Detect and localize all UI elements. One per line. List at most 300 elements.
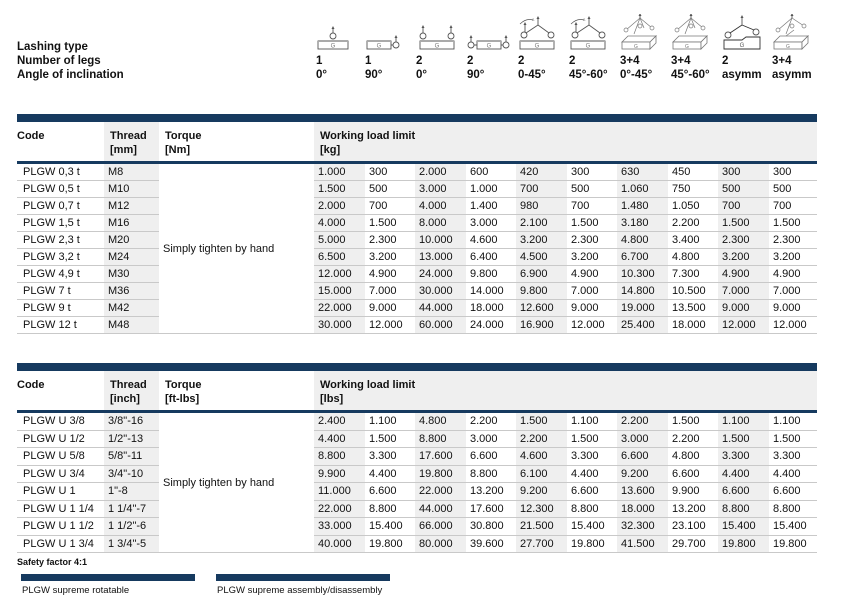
wll-cell: 3.200: [773, 251, 801, 263]
wll-cell: 3.200: [571, 251, 599, 263]
wll-cell: 25.400: [617, 317, 668, 333]
svg-text:G: G: [786, 44, 790, 50]
wll-cell: 3.000: [470, 217, 498, 229]
lashing-type-label: Lashing type: [17, 41, 88, 53]
table-row: [17, 181, 817, 198]
wll-cell: 19.800: [571, 537, 605, 550]
header-thread-line: [mm]: [110, 144, 137, 156]
imperial-table: [17, 363, 817, 553]
legs-value: 2: [569, 55, 576, 67]
table-row: [17, 413, 817, 431]
wll-cell: 44.000: [415, 501, 466, 518]
header-wll-line: [lbs]: [320, 393, 344, 405]
wll-cell: 13.200: [672, 502, 706, 515]
wll-cell: 80.000: [415, 536, 466, 553]
svg-text:ß: ß: [532, 17, 535, 22]
wll-cell: 6.900: [516, 266, 567, 282]
wll-cell: 9.900: [314, 466, 365, 483]
wll-cell: 2.200: [617, 413, 668, 430]
header-wll: [314, 122, 817, 161]
header-wll: [314, 371, 817, 410]
wll-cell: 7.000: [369, 285, 397, 297]
wll-cell: 22.000: [314, 501, 365, 518]
wll-cell: 3.300: [718, 448, 769, 465]
legs-value: 2: [467, 55, 474, 67]
lashing-column: [467, 14, 517, 82]
lashing-column: [772, 14, 822, 82]
wll-cell: 3.300: [571, 450, 599, 462]
thread-cell: M16: [104, 215, 159, 231]
thread-cell: 3/4"-10: [104, 466, 159, 483]
lashing-labels: [17, 40, 124, 82]
wll-cell: 15.400: [369, 520, 403, 532]
wll-cell: 300: [369, 166, 388, 178]
thread-cell: M36: [104, 283, 159, 299]
wll-cell: 4.800: [617, 232, 668, 248]
svg-text:G: G: [434, 43, 440, 50]
wll-cell: 1.500: [571, 432, 599, 445]
svg-text:G: G: [685, 44, 689, 50]
four-leg-angled-icon: [620, 14, 670, 54]
lashing-column: [620, 14, 670, 82]
wll-cell: 630: [617, 164, 668, 180]
wll-cell: 19.800: [718, 536, 769, 553]
wll-cell: 2.200: [516, 431, 567, 448]
angle-value: 90°: [467, 69, 485, 81]
wll-cell: 4.400: [571, 467, 599, 480]
thread-cell: 3/8"-16: [104, 413, 159, 430]
wll-cell: 2.300: [369, 234, 397, 246]
wll-cell: 3.300: [773, 450, 801, 462]
wll-cell: 12.000: [718, 317, 769, 333]
wll-cell: 8.000: [415, 215, 466, 231]
table-header: [17, 371, 817, 413]
legs-value: 3+4: [671, 55, 691, 67]
thread-cell: M30: [104, 266, 159, 282]
wll-cell: 12.000: [369, 319, 403, 331]
header-thread-line: Thread: [110, 379, 147, 391]
wll-cell: 2.200: [470, 415, 498, 427]
wll-cell: 15.400: [718, 518, 769, 535]
code-cell: PLGW U 1: [23, 485, 76, 497]
wll-cell: 15.400: [571, 520, 605, 532]
torque-note: [159, 164, 314, 333]
wll-cell: 6.500: [314, 249, 365, 265]
wll-cell: 1.100: [718, 413, 769, 430]
wll-cell: 300: [718, 164, 769, 180]
wll-cell: 4.800: [415, 413, 466, 430]
wll-cell: 2.400: [314, 413, 365, 430]
wll-cell: 4.000: [415, 198, 466, 214]
header-torque-line: Torque: [165, 379, 202, 391]
legs-value: 2: [518, 55, 525, 67]
wll-cell: 2.200: [672, 217, 700, 229]
table-body: [17, 164, 817, 334]
lashing-column: [416, 14, 466, 82]
lashing-column: [722, 14, 772, 82]
angle-value: 0°: [316, 69, 327, 81]
table-header: [17, 122, 817, 164]
wll-cell: 3.000: [415, 181, 466, 197]
header-torque-line: [Nm]: [165, 144, 191, 156]
wll-cell: 40.000: [314, 536, 365, 553]
wll-cell: 2.200: [672, 432, 700, 445]
wll-cell: 22.000: [314, 300, 365, 316]
wll-cell: 3.000: [617, 431, 668, 448]
wll-cell: 1.500: [718, 431, 769, 448]
angle-value: 0°: [416, 69, 427, 81]
wll-cell: 4.400: [718, 466, 769, 483]
svg-text:ß: ß: [583, 17, 586, 22]
wll-cell: 22.000: [415, 483, 466, 500]
wll-cell: 4.500: [516, 249, 567, 265]
wll-cell: 12.600: [516, 300, 567, 316]
code-cell: PLGW 7 t: [23, 285, 71, 297]
angle-value: 45°-60°: [671, 69, 710, 81]
wll-cell: 4.600: [470, 234, 498, 246]
thread-cell: 1 3/4"-5: [104, 536, 159, 553]
table-top-bar: [17, 114, 817, 122]
wll-cell: 6.600: [672, 467, 700, 480]
wll-cell: 11.000: [314, 483, 365, 500]
table-row: [17, 466, 817, 484]
wll-cell: 3.400: [672, 234, 700, 246]
code-cell: PLGW U 1 3/4: [23, 537, 94, 550]
thread-cell: 1 1/2"-6: [104, 518, 159, 535]
code-cell: PLGW 9 t: [23, 302, 71, 314]
wll-cell: 1.500: [773, 432, 801, 445]
table-row: [17, 232, 817, 249]
wll-cell: 17.600: [470, 502, 504, 515]
thread-cell: M42: [104, 300, 159, 316]
svg-text:G: G: [330, 43, 336, 50]
legend-label-rotatable: PLGW supreme rotatable: [22, 585, 130, 596]
wll-cell: 12.000: [571, 319, 605, 331]
wll-cell: 500: [773, 183, 792, 195]
wll-cell: 5.000: [314, 232, 365, 248]
wll-cell: 15.400: [773, 520, 807, 532]
wll-cell: 4.400: [369, 467, 397, 480]
wll-cell: 3.300: [369, 450, 397, 462]
wll-cell: 8.800: [369, 502, 397, 515]
lashing-column: [365, 14, 415, 82]
svg-text:G: G: [534, 43, 540, 50]
wll-cell: 2.300: [718, 232, 769, 248]
two-leg-asymmetric-icon: [722, 14, 772, 54]
wll-cell: 3.180: [617, 215, 668, 231]
wll-cell: 10.000: [415, 232, 466, 248]
wll-cell: 2.000: [415, 164, 466, 180]
code-cell: PLGW 1,5 t: [23, 217, 80, 229]
wll-cell: 7.000: [773, 285, 801, 297]
wll-cell: 8.800: [314, 448, 365, 465]
wll-cell: 4.600: [516, 448, 567, 465]
wll-cell: 4.900: [718, 266, 769, 282]
wll-cell: 18.000: [672, 319, 706, 331]
wll-cell: 980: [516, 198, 567, 214]
angle-value: 0-45°: [518, 69, 546, 81]
wll-cell: 3.200: [718, 249, 769, 265]
wll-cell: 8.800: [773, 502, 801, 515]
wll-cell: 6.600: [571, 485, 599, 497]
wll-cell: 1.500: [672, 415, 700, 427]
torque-note-text: Simply tighten by hand: [163, 242, 275, 255]
header-thread-line: [inch]: [110, 393, 140, 405]
legend-label-assembly: PLGW supreme assembly/disassembly: [217, 585, 383, 596]
wll-cell: 300: [571, 166, 590, 178]
wll-cell: 30.000: [415, 283, 466, 299]
wll-cell: 29.700: [672, 537, 706, 550]
wll-cell: 2.300: [773, 234, 801, 246]
wll-cell: 500: [369, 183, 388, 195]
wll-cell: 32.300: [617, 518, 668, 535]
four-leg-angled-icon: [671, 14, 721, 54]
table-row: [17, 448, 817, 466]
lashing-column: [316, 14, 366, 82]
wll-cell: 2.300: [571, 234, 599, 246]
wll-cell: 1.500: [369, 217, 397, 229]
code-cell: PLGW 4,9 t: [23, 268, 80, 280]
wll-cell: 7.000: [571, 285, 599, 297]
wll-cell: 60.000: [415, 317, 466, 333]
four-leg-asymmetric-icon: [772, 14, 822, 54]
wll-cell: 4.800: [672, 450, 700, 462]
wll-cell: 13.000: [415, 249, 466, 265]
wll-cell: 18.000: [617, 501, 668, 518]
angle-value: asymm: [722, 69, 762, 81]
angle-value: asymm: [772, 69, 812, 81]
wll-cell: 3.200: [516, 232, 567, 248]
wll-cell: 1.100: [773, 415, 801, 427]
wll-cell: 16.900: [516, 317, 567, 333]
wll-cell: 24.000: [415, 266, 466, 282]
table-body: [17, 413, 817, 553]
wll-cell: 1.500: [314, 181, 365, 197]
wll-cell: 9.000: [773, 302, 801, 314]
wll-cell: 12.000: [773, 319, 807, 331]
header-code: Code: [17, 379, 45, 391]
wll-cell: 1.060: [617, 181, 668, 197]
single-leg-side-icon: [365, 14, 415, 54]
wll-cell: 6.600: [617, 448, 668, 465]
wll-cell: 8.800: [571, 502, 599, 515]
wll-cell: 13.200: [470, 485, 504, 497]
table-row: [17, 536, 817, 554]
header-code: Code: [17, 130, 45, 142]
wll-cell: 1.000: [470, 183, 498, 195]
wll-cell: 4.900: [369, 268, 397, 280]
wll-cell: 7.000: [718, 283, 769, 299]
wll-cell: 700: [718, 198, 769, 214]
wll-cell: 14.000: [470, 285, 504, 297]
code-cell: PLGW U 3/8: [23, 415, 85, 427]
metric-table: [17, 114, 817, 334]
wll-cell: 8.800: [415, 431, 466, 448]
thread-cell: 5/8"-11: [104, 448, 159, 465]
wll-cell: 2.100: [516, 215, 567, 231]
table-top-bar: [17, 363, 817, 371]
wll-cell: 1.500: [571, 217, 599, 229]
table-row: [17, 300, 817, 317]
two-leg-side-icon: [467, 14, 517, 54]
wll-cell: 8.800: [718, 501, 769, 518]
header-wll-line: [kg]: [320, 144, 341, 156]
wll-cell: 4.900: [571, 268, 599, 280]
wll-cell: 1.050: [672, 200, 700, 212]
wll-cell: 500: [718, 181, 769, 197]
table-row: [17, 518, 817, 536]
code-cell: PLGW U 3/4: [23, 467, 85, 480]
wll-cell: 30.800: [470, 520, 504, 532]
header-torque: [159, 371, 314, 410]
code-cell: PLGW 0,3 t: [23, 166, 80, 178]
table-row: [17, 431, 817, 449]
thread-cell: M24: [104, 249, 159, 265]
wll-cell: 6.400: [470, 251, 498, 263]
table-row: [17, 164, 817, 181]
wll-cell: 27.700: [516, 536, 567, 553]
code-cell: PLGW U 1 1/4: [23, 502, 94, 515]
wll-cell: 39.600: [470, 537, 504, 550]
torque-note: [159, 413, 314, 552]
two-leg-angled-icon: [518, 14, 568, 54]
code-cell: PLGW 3,2 t: [23, 251, 80, 263]
legend-bar-rotatable: [21, 574, 195, 581]
code-cell: PLGW U 1/2: [23, 432, 85, 445]
wll-cell: 6.100: [516, 466, 567, 483]
svg-text:G: G: [486, 43, 492, 50]
wll-cell: 500: [571, 183, 590, 195]
legs-value: 1: [316, 55, 323, 67]
torque-note-text: Simply tighten by hand: [163, 476, 275, 489]
header-wll-line: Working load limit: [320, 130, 416, 142]
angle-value: 45°-60°: [569, 69, 608, 81]
thread-cell: 1/2"-13: [104, 431, 159, 448]
wll-cell: 9.800: [470, 268, 498, 280]
wll-cell: 1.500: [718, 215, 769, 231]
wll-cell: 44.000: [415, 300, 466, 316]
angle-value: 0°-45°: [620, 69, 653, 81]
wll-cell: 14.800: [617, 283, 668, 299]
thread-cell: 1"-8: [104, 483, 159, 500]
wll-cell: 4.400: [773, 467, 801, 480]
header-torque: [159, 122, 314, 161]
wll-cell: 24.000: [470, 319, 504, 331]
wll-cell: 30.000: [314, 317, 365, 333]
wll-cell: 1.100: [369, 415, 397, 427]
wll-cell: 9.200: [516, 483, 567, 500]
two-leg-angled-icon: [569, 14, 619, 54]
wll-cell: 8.800: [470, 467, 498, 480]
wll-cell: 700: [369, 200, 388, 212]
wll-cell: 19.000: [617, 300, 668, 316]
table-row: [17, 283, 817, 300]
wll-cell: 6.600: [773, 485, 801, 497]
wll-cell: 1.500: [773, 217, 801, 229]
wll-cell: 1.400: [470, 200, 498, 212]
table-row: [17, 317, 817, 334]
wll-cell: 17.600: [415, 448, 466, 465]
wll-cell: 9.200: [617, 466, 668, 483]
wll-cell: 6.600: [718, 483, 769, 500]
legend-bar-assembly: [216, 574, 390, 581]
table-row: [17, 249, 817, 266]
wll-cell: 9.800: [516, 283, 567, 299]
wll-cell: 1.500: [516, 413, 567, 430]
wll-cell: 66.000: [415, 518, 466, 535]
wll-cell: 3.200: [369, 251, 397, 263]
legs-value: 2: [722, 55, 729, 67]
wll-cell: 300: [773, 166, 792, 178]
safety-factor-note: Safety factor 4:1: [17, 557, 88, 567]
lashing-column: [671, 14, 721, 82]
two-leg-vertical-icon: [416, 14, 466, 54]
code-cell: PLGW 0,5 t: [23, 183, 80, 195]
wll-cell: 41.500: [617, 536, 668, 553]
table-row: [17, 266, 817, 283]
wll-cell: 12.000: [314, 266, 365, 282]
wll-cell: 1.500: [369, 432, 397, 445]
wll-cell: 6.700: [617, 249, 668, 265]
wll-cell: 600: [470, 166, 489, 178]
thread-cell: M8: [104, 164, 159, 180]
wll-cell: 9.000: [718, 300, 769, 316]
single-leg-vertical-icon: [316, 14, 366, 54]
wll-cell: 19.800: [415, 466, 466, 483]
legs-value: 3+4: [620, 55, 640, 67]
table-row: [17, 483, 817, 501]
lashing-column: [518, 14, 568, 82]
wll-cell: 2.000: [314, 198, 365, 214]
wll-cell: 700: [516, 181, 567, 197]
wll-cell: 19.800: [773, 537, 807, 550]
wll-cell: 420: [516, 164, 567, 180]
code-cell: PLGW U 5/8: [23, 450, 85, 462]
wll-cell: 21.500: [516, 518, 567, 535]
wll-cell: 13.600: [617, 483, 668, 500]
table-row: [17, 215, 817, 232]
wll-cell: 33.000: [314, 518, 365, 535]
wll-cell: 750: [672, 183, 691, 195]
svg-text:G: G: [739, 43, 745, 49]
wll-cell: 10.500: [672, 285, 706, 297]
wll-cell: 4.900: [773, 268, 801, 280]
code-cell: PLGW 2,3 t: [23, 234, 80, 246]
header-thread: [104, 122, 159, 161]
code-cell: PLGW U 1 1/2: [23, 520, 94, 532]
wll-cell: 4.800: [672, 251, 700, 263]
thread-cell: M20: [104, 232, 159, 248]
header-thread: [104, 371, 159, 410]
header-thread-line: Thread: [110, 130, 147, 142]
number-of-legs-label: Number of legs: [17, 55, 101, 67]
svg-text:G: G: [634, 44, 638, 50]
wll-cell: 6.600: [470, 450, 498, 462]
header-torque-line: Torque: [165, 130, 202, 142]
wll-cell: 1.000: [314, 164, 365, 180]
legs-value: 3+4: [772, 55, 792, 67]
wll-cell: 700: [571, 200, 590, 212]
wll-cell: 19.800: [369, 537, 403, 550]
wll-cell: 3.000: [470, 432, 498, 445]
wll-cell: 12.300: [516, 501, 567, 518]
thread-cell: M12: [104, 198, 159, 214]
wll-cell: 4.400: [314, 431, 365, 448]
thread-cell: M10: [104, 181, 159, 197]
wll-cell: 700: [773, 200, 792, 212]
angle-value: 90°: [365, 69, 383, 81]
code-cell: PLGW 0,7 t: [23, 200, 80, 212]
